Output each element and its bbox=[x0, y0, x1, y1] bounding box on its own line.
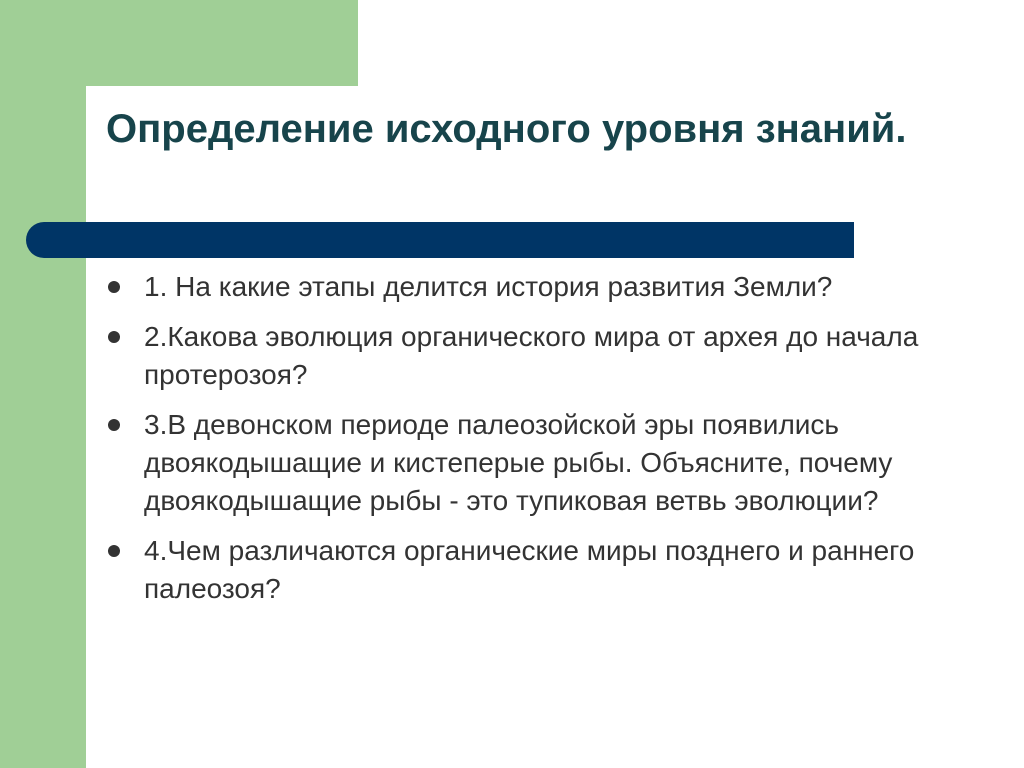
bullet-text: 3.В девонском периоде палеозойской эры появились двоякодышащие и кистеперые рыбы. Объясните, почему двоякодышащие рыбы - это тупиковая ветвь эволюции? bbox=[144, 409, 893, 516]
bullet-list bbox=[106, 268, 966, 620]
slide-title: Определение исходного уровня знаний. bbox=[106, 107, 907, 151]
decorative-green-sidebar bbox=[0, 0, 86, 768]
bullet-dot-icon bbox=[108, 331, 120, 343]
bullet-dot-icon bbox=[108, 281, 120, 293]
bullet-text: 2.Какова эволюция органического мира от архея до начала протерозоя? bbox=[144, 321, 919, 390]
bullet-item bbox=[106, 318, 944, 394]
bullet-text: 1. На какие этапы делится история развития Земли? bbox=[144, 271, 833, 302]
bullet-text: 4.Чем различаются органические миры позднего и раннего палеозоя? bbox=[144, 535, 915, 604]
title-underline-bar bbox=[26, 222, 854, 258]
bullet-dot-icon bbox=[108, 419, 120, 431]
bullet-dot-icon bbox=[108, 545, 120, 557]
bullet-item bbox=[106, 268, 944, 306]
decorative-green-top-block bbox=[0, 0, 358, 86]
bullet-item bbox=[106, 406, 944, 520]
bullet-item bbox=[106, 532, 944, 608]
